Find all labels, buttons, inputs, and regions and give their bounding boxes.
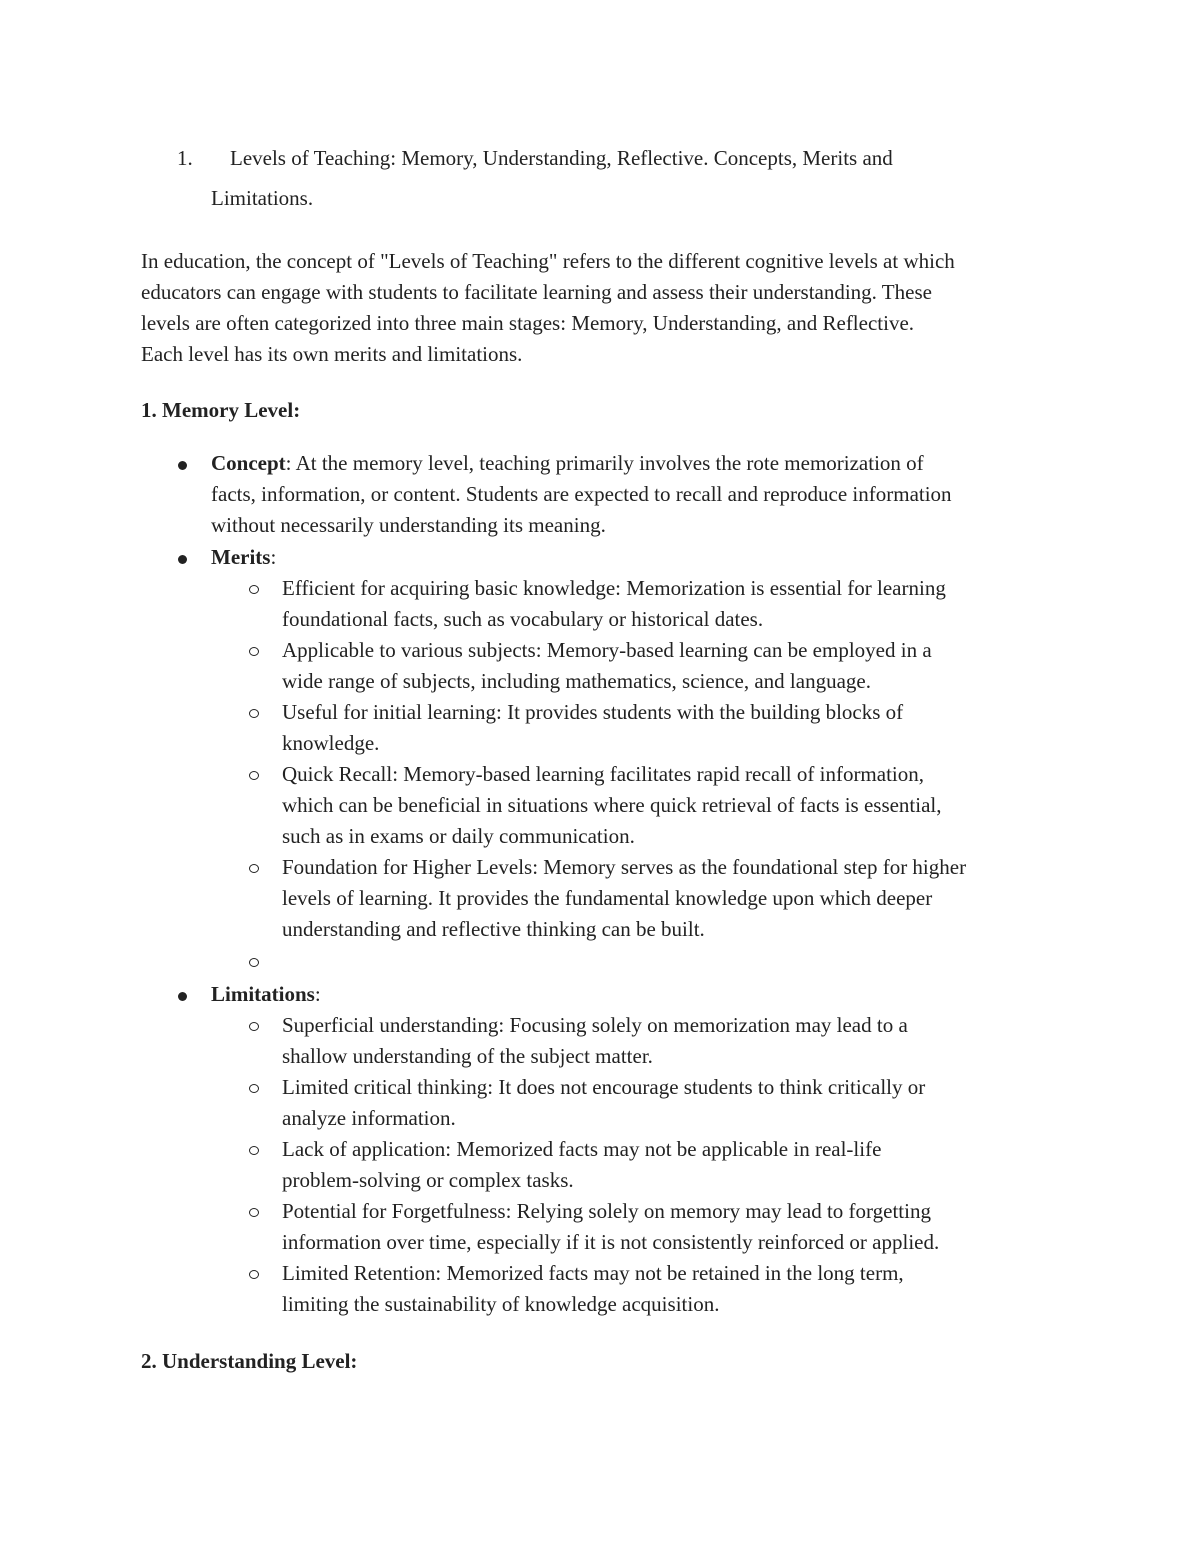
limitation-text: information over time, especially if it is not consistently reinforced or applied.	[282, 1230, 940, 1254]
circle-bullet-icon	[249, 1084, 259, 1093]
limitation-text: limiting the sustainability of knowledge acquisition.	[282, 1292, 720, 1316]
merit-text: wide range of subjects, including mathematics, science, and language.	[282, 669, 871, 693]
limitation-text: Potential for Forgetfulness: Relying solely on memory may lead to forgetting	[282, 1199, 931, 1223]
limitation-text: Superficial understanding: Focusing solely on memorization may lead to a	[282, 1013, 908, 1037]
merit-text: Useful for initial learning: It provides students with the building blocks of	[282, 700, 904, 724]
merit-text: which can be beneficial in situations where quick retrieval of facts is essential,	[282, 793, 942, 817]
title-text-line2: Limitations.	[211, 186, 314, 210]
circle-bullet-icon	[249, 1270, 259, 1279]
circle-bullet-icon	[249, 1146, 259, 1155]
concept-text: : At the memory level, teaching primarily involves the rote memorization of	[285, 451, 924, 475]
limitation-text: Limited critical thinking: It does not encourage students to think critically or	[282, 1075, 926, 1099]
merit-text: Applicable to various subjects: Memory-based learning can be employed in a	[282, 638, 932, 662]
merit-text: Quick Recall: Memory-based learning facilitates rapid recall of information,	[282, 762, 925, 786]
intro-paragraph	[141, 246, 1071, 370]
circle-bullet-icon	[249, 864, 259, 873]
circle-bullet-icon	[249, 958, 259, 967]
concept-label: Concept	[211, 451, 286, 475]
title-text-line1: Levels of Teaching: Memory, Understanding, Reflective. Concepts, Merits and	[230, 146, 893, 170]
limitation-text: Lack of application: Memorized facts may not be applicable in real-life	[282, 1137, 882, 1161]
title-number: 1.	[177, 146, 193, 170]
merit-text: understanding and reflective thinking can be built.	[282, 917, 705, 941]
merits-colon: :	[270, 545, 277, 569]
concept-text: facts, information, or content. Students are expected to recall and reproduce information	[211, 482, 952, 506]
bullet-dot-icon	[178, 555, 187, 564]
circle-bullet-icon	[249, 647, 259, 656]
merit-text: such as in exams or daily communication.	[282, 824, 635, 848]
merit-text: Foundation for Higher Levels: Memory serves as the foundational step for higher	[282, 855, 967, 879]
bullet-dot-icon	[178, 992, 187, 1001]
limitation-text: analyze information.	[282, 1106, 456, 1130]
limitations-label: Limitations	[211, 982, 315, 1006]
memory-level-heading: 1. Memory Level:	[141, 398, 301, 422]
merit-text: knowledge.	[282, 731, 380, 755]
intro-line: In education, the concept of "Levels of Teaching" refers to the different cognitive levels at which	[141, 249, 955, 273]
intro-line: educators can engage with students to facilitate learning and assess their understanding. These	[141, 280, 932, 304]
merit-text: Efficient for acquiring basic knowledge: Memorization is essential for learning	[282, 576, 946, 600]
bullet-dot-icon	[178, 461, 187, 470]
intro-line: levels are often categorized into three main stages: Memory, Understanding, and Reflective.	[141, 311, 915, 335]
limitations-colon: :	[314, 982, 321, 1006]
merit-text: levels of learning. It provides the fundamental knowledge upon which deeper	[282, 886, 933, 910]
limitation-text: problem-solving or complex tasks.	[282, 1168, 574, 1192]
merits-label: Merits	[211, 545, 271, 569]
intro-line: Each level has its own merits and limitations.	[141, 342, 523, 366]
concept-text: without necessarily understanding its meaning.	[211, 513, 606, 537]
title-list-item	[177, 143, 1037, 210]
merit-text: foundational facts, such as vocabulary or historical dates.	[282, 607, 764, 631]
limitation-text: shallow understanding of the subject matter.	[282, 1044, 653, 1068]
circle-bullet-icon	[249, 585, 259, 594]
circle-bullet-icon	[249, 1208, 259, 1217]
understanding-level-heading: 2. Understanding Level:	[141, 1349, 358, 1373]
circle-bullet-icon	[249, 709, 259, 718]
circle-bullet-icon	[249, 1022, 259, 1031]
limitation-text: Limited Retention: Memorized facts may not be retained in the long term,	[282, 1261, 904, 1285]
circle-bullet-icon	[249, 771, 259, 780]
